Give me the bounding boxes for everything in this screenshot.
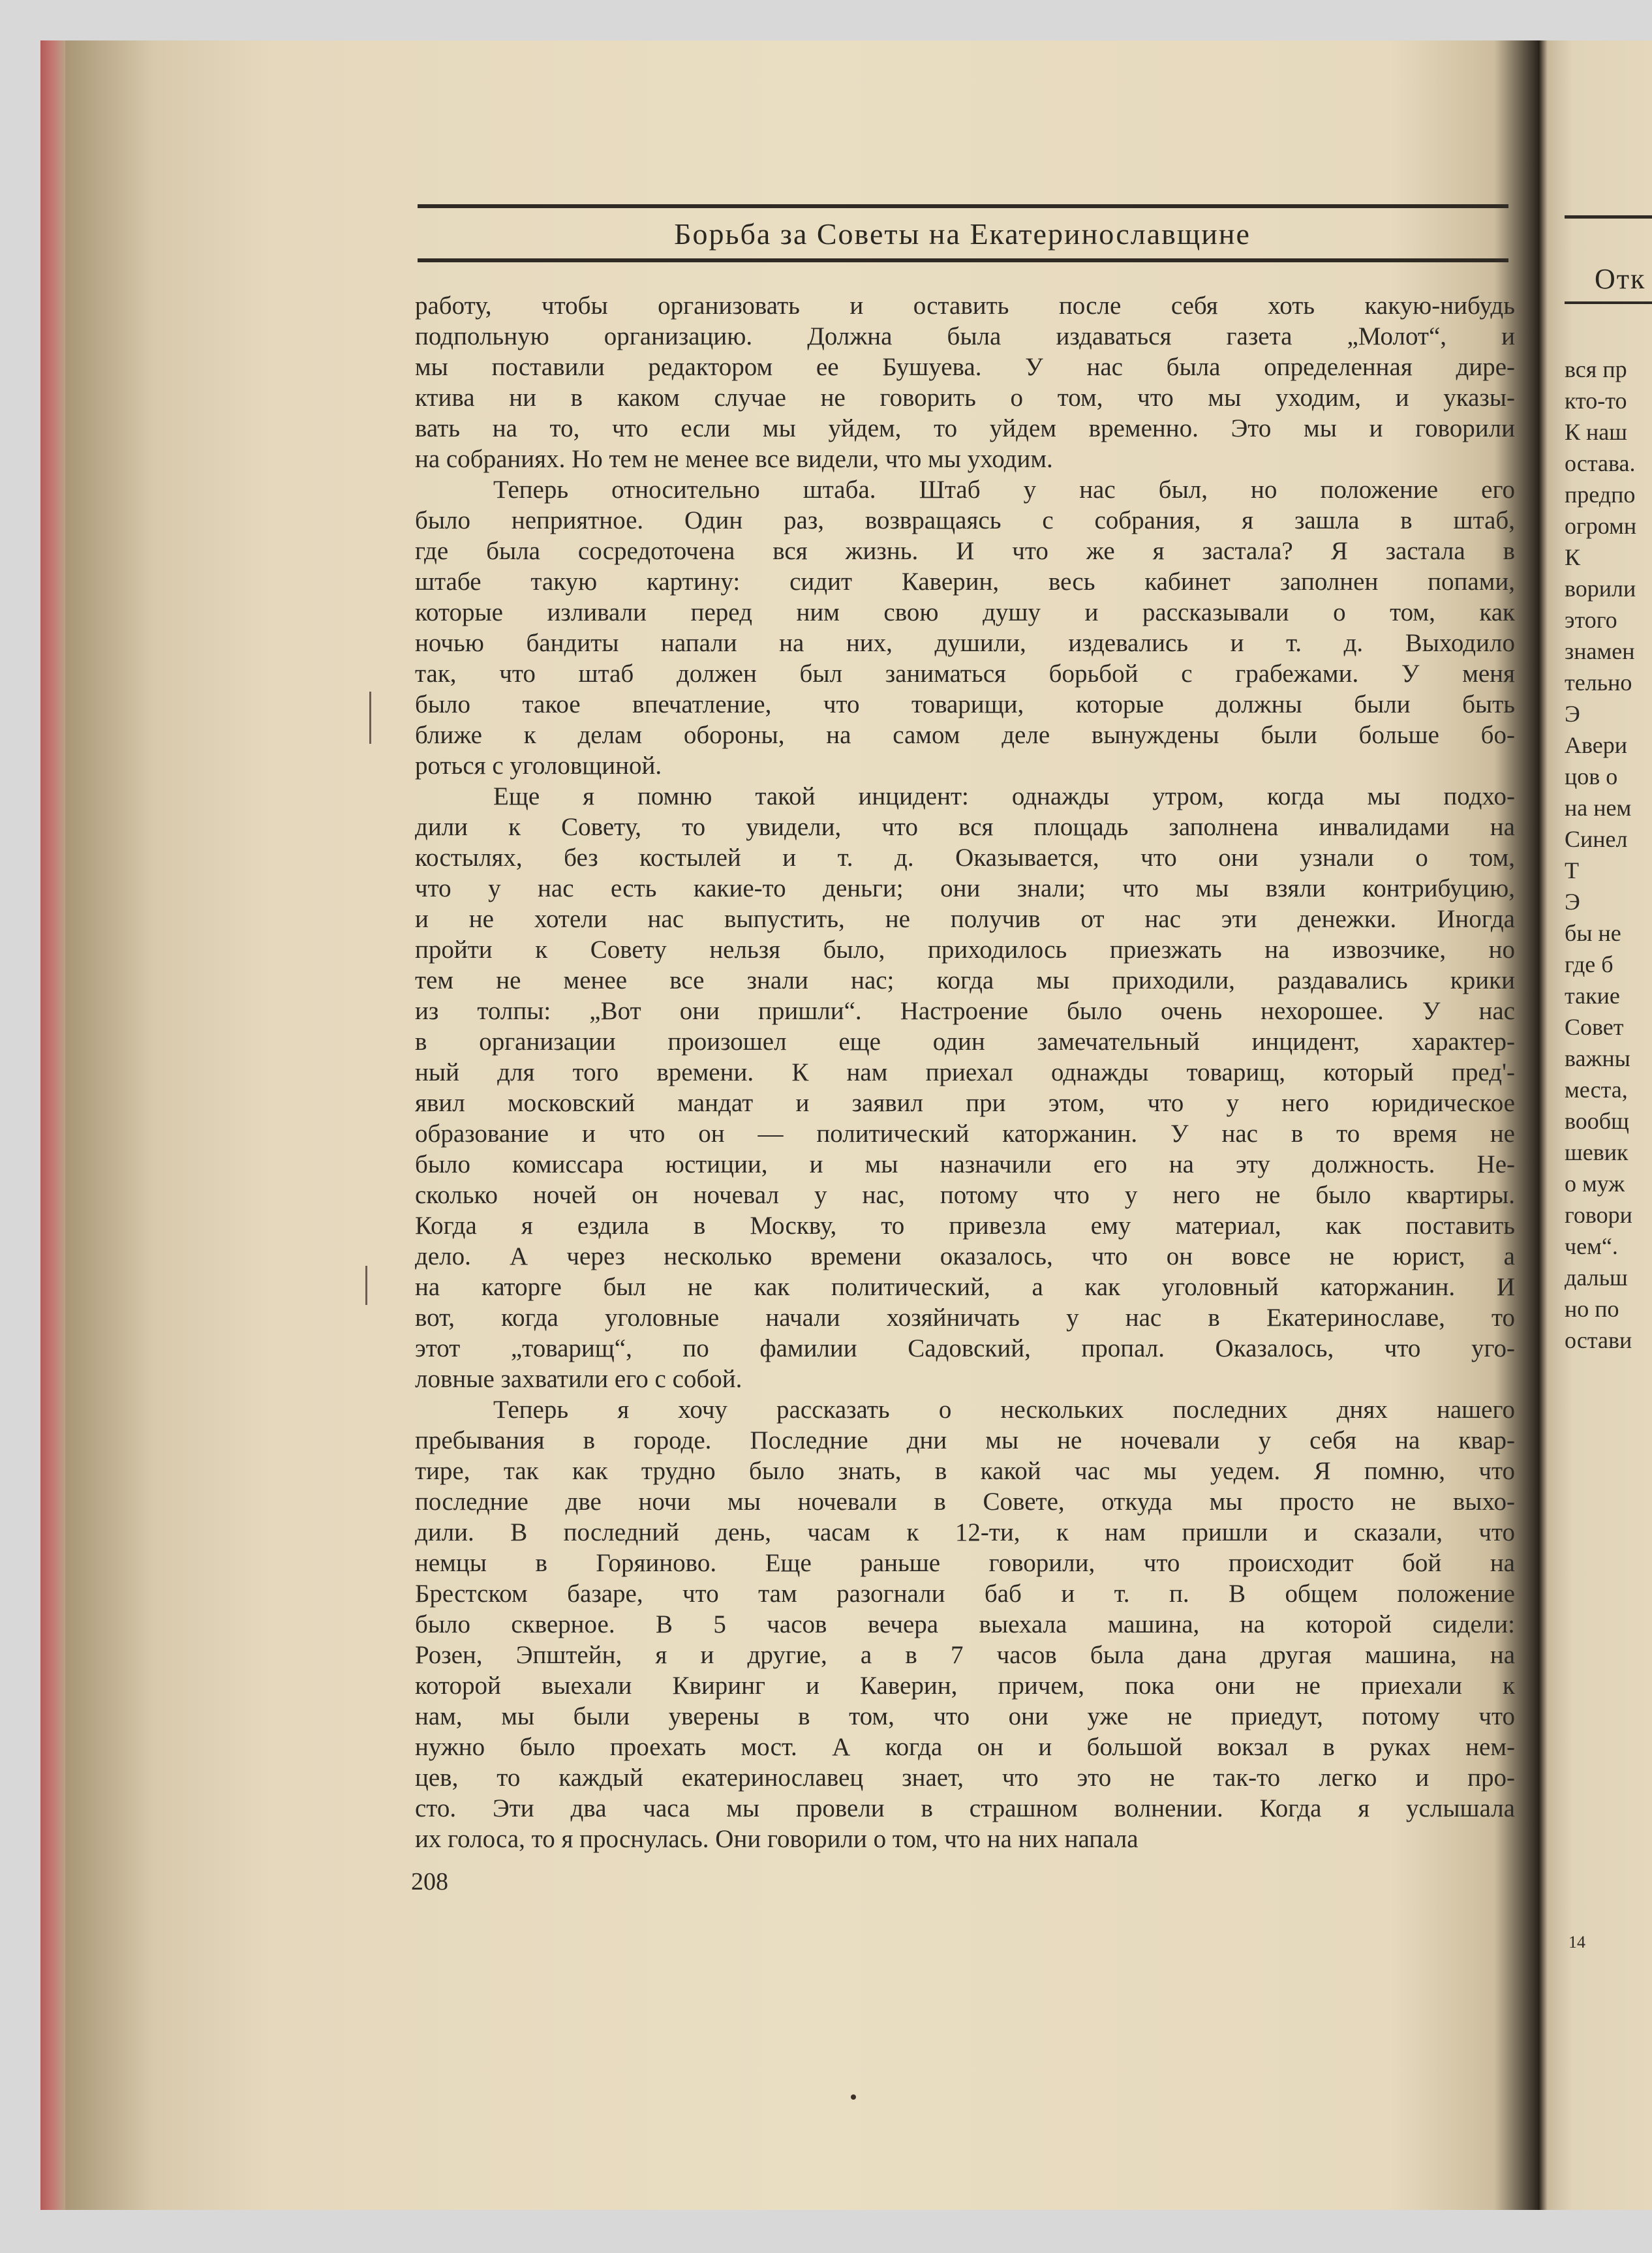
text-line: и не хотели нас выпустить, не получив от нас эти денежки. Иногда <box>415 905 1515 933</box>
text-line: дили к Совету, то увидели, что вся площадь заполнена инвалидами на <box>415 813 1515 841</box>
right-text-line: шевик <box>1565 1139 1629 1165</box>
text-line: образование и что он — политический каторжанин. У нас в то время не <box>415 1120 1515 1148</box>
right-text-line: на нем <box>1565 795 1632 821</box>
right-text-line: но по <box>1565 1296 1619 1322</box>
page-number: 208 <box>411 1868 448 1895</box>
text-line: дело. А через несколько времени оказалось, что он вовсе не юрист, а <box>415 1242 1515 1270</box>
right-text-line: предпо <box>1565 482 1636 508</box>
text-line: дили. В последний день, часам к 12-ти, к нам пришли и сказали, что <box>415 1518 1515 1546</box>
right-text-line: дальш <box>1565 1264 1628 1291</box>
text-line: пребывания в городе. Последние дни мы не ночевали у себя на квар- <box>415 1426 1515 1454</box>
text-line: из толпы: „Вот они пришли“. Настроение было очень нехорошее. У нас <box>415 997 1515 1025</box>
right-text-line: знамен <box>1565 638 1635 664</box>
text-line: костылях, без костылей и т. д. Оказывается, что они узнали о том, <box>415 844 1515 872</box>
right-page-number: 14 <box>1568 1933 1585 1952</box>
text-line: Теперь относительно штаба. Штаб у нас был, но положение его <box>493 476 1515 504</box>
text-line: работу, чтобы организовать и оставить после себя хоть какую-нибудь <box>415 292 1515 320</box>
text-line: так, что штаб должен был заниматься борьбой с грабежами. У меня <box>415 660 1515 688</box>
text-line: роться с уголовщиной. <box>415 752 662 780</box>
text-line: сто. Эти два часа мы провели в страшном волнении. Когда я услышала <box>415 1794 1515 1822</box>
right-text-line: Э <box>1565 889 1580 915</box>
right-text-line: о муж <box>1565 1171 1625 1197</box>
text-line: штабе такую картину: сидит Каверин, весь кабинет заполнен попами, <box>415 568 1515 596</box>
text-line: было скверное. В 5 часов вечера выехала машина, на которой сидели: <box>415 1610 1515 1638</box>
text-line: вот, когда уголовные начали хозяйничать у нас в Екатеринославе, то <box>415 1304 1515 1332</box>
text-line: мы поставили редактором ее Бушуева. У нас была определенная дире- <box>415 353 1515 381</box>
right-text-line: Синел <box>1565 826 1628 852</box>
text-line: ближе к делам обороны, на самом деле вынуждены были больше бо- <box>415 721 1515 749</box>
right-text-line: К наш <box>1565 419 1627 445</box>
right-text-line: вообщ <box>1565 1108 1629 1134</box>
text-line: подпольную организацию. Должна была издаваться газета „Молот“, и <box>415 322 1515 350</box>
right-text-line: остава. <box>1565 450 1636 476</box>
right-text-line: бы не <box>1565 920 1621 946</box>
right-text-line: этого <box>1565 607 1617 633</box>
text-line: было такое впечатление, что товарищи, которые должны были быть <box>415 690 1515 718</box>
right-text-line: чем“. <box>1565 1233 1618 1259</box>
text-line: ный для того времени. К нам приехал однажды товарищ, который пред'- <box>415 1058 1515 1086</box>
right-text-line: ворили <box>1565 575 1636 602</box>
text-line: сколько ночей он ночевал у нас, потому что у него не было квартиры. <box>415 1181 1515 1209</box>
text-line: пройти к Совету нельзя было, приходилось приезжать на извозчике, но <box>415 936 1515 964</box>
text-line: было комиссара юстиции, и мы назначили его на эту должность. Не- <box>415 1150 1515 1178</box>
text-line: которой выехали Квиринг и Каверин, причем, пока они не приехали к <box>415 1672 1515 1700</box>
right-text-line: Т <box>1565 857 1579 883</box>
right-text-line: важны <box>1565 1045 1630 1071</box>
text-line: нужно было проехать мост. А когда он и большой вокзал в руках нем- <box>415 1733 1515 1761</box>
text-line: ловные захватили его с собой. <box>415 1365 742 1393</box>
running-head: Борьба за Советы на Екатеринославщине <box>674 217 1251 251</box>
text-line: что у нас есть какие-то деньги; они знали; что мы взяли контрибуцию, <box>415 874 1515 902</box>
text-line: Когда я ездила в Москву, то привезла ему материал, как поставить <box>415 1212 1515 1240</box>
text-line: в организации произошел еще один замечательный инцидент, характер- <box>415 1028 1515 1056</box>
right-text-line: цов о <box>1565 763 1618 789</box>
text-line: которые изливали перед ним свою душу и рассказывали о том, как <box>415 598 1515 626</box>
right-text-line: кто-то <box>1565 388 1627 414</box>
book-cover-edge <box>40 40 67 2210</box>
right-text-line: К <box>1565 544 1581 570</box>
body-text <box>415 290 1515 1854</box>
text-line: тире, так как трудно было знать, в какой час мы уедем. Я помню, что <box>415 1457 1515 1485</box>
right-header-rule-bottom <box>1565 301 1652 304</box>
text-line: где была сосредоточена вся жизнь. И что же я застала? Я застала в <box>415 537 1515 565</box>
right-text-line: места, <box>1565 1077 1628 1103</box>
text-line: Еще я помню такой инцидент: однажды утром, когда мы подхо- <box>493 782 1515 810</box>
text-line: Брестском базаре, что там разогнали баб и т. п. В общем положение <box>415 1580 1515 1608</box>
margin-mark <box>369 692 371 744</box>
right-header-rule <box>1565 215 1652 219</box>
text-line: цев, то каждый екатеринославец знает, что это не так-то легко и про- <box>415 1764 1515 1792</box>
text-line: ночью бандиты напали на них, душили, издевались и т. д. Выходило <box>415 629 1515 657</box>
text-line: нам, мы были уверены в том, что они уже не приедут, потому что <box>415 1702 1515 1730</box>
right-page <box>1538 40 1652 2210</box>
right-text-line: огромн <box>1565 513 1637 539</box>
text-line: немцы в Горяиново. Еще раньше говорили, что происходит бой на <box>415 1549 1515 1577</box>
text-line: было неприятное. Один раз, возвращаясь с собрания, я зашла в штаб, <box>415 506 1515 534</box>
right-text-line: остави <box>1565 1327 1632 1353</box>
header-rule-bottom <box>418 258 1508 262</box>
text-line: Розен, Эпштейн, я и другие, а в 7 часов была дана другая машина, на <box>415 1641 1515 1669</box>
text-line: явил московский мандат и заявил при этом, что у него юридическое <box>415 1089 1515 1117</box>
right-text-line: где б <box>1565 951 1614 977</box>
right-text-line: Э <box>1565 701 1580 727</box>
text-line: вать на то, что если мы уйдем, то уйдем временно. Это мы и говорили <box>415 414 1515 442</box>
text-line: ктива ни в каком случае не говорить о том, что мы уходим, и указы- <box>415 384 1515 412</box>
text-line: на каторге был не как политический, а как уголовный каторжанин. И <box>415 1273 1515 1301</box>
text-line: на собраниях. Но тем не менее все видели, что мы уходим. <box>415 445 1053 473</box>
right-text-line: вся пр <box>1565 356 1627 382</box>
right-text-line: Совет <box>1565 1014 1624 1040</box>
right-text-line: такие <box>1565 983 1620 1009</box>
text-line: последние две ночи мы ночевали в Совете, откуда мы просто не выхо- <box>415 1488 1515 1516</box>
page-speck <box>851 2094 856 2100</box>
right-text-line: говори <box>1565 1202 1632 1228</box>
text-line: этот „товарищ“, по фамилии Садовский, пропал. Оказалось, что уго- <box>415 1334 1515 1362</box>
right-text-line: Авери <box>1565 732 1628 758</box>
right-text-line: тельно <box>1565 669 1632 696</box>
margin-mark <box>365 1266 367 1305</box>
text-line: тем не менее все знали нас; когда мы приходили, раздавались крики <box>415 966 1515 994</box>
text-line: Теперь я хочу рассказать о нескольких последних днях нашего <box>493 1396 1515 1424</box>
right-running-head: Отк <box>1595 263 1646 295</box>
right-page-text <box>1565 354 1636 1356</box>
text-line: их голоса, то я проснулась. Они говорили о том, что на них напала <box>415 1825 1139 1853</box>
